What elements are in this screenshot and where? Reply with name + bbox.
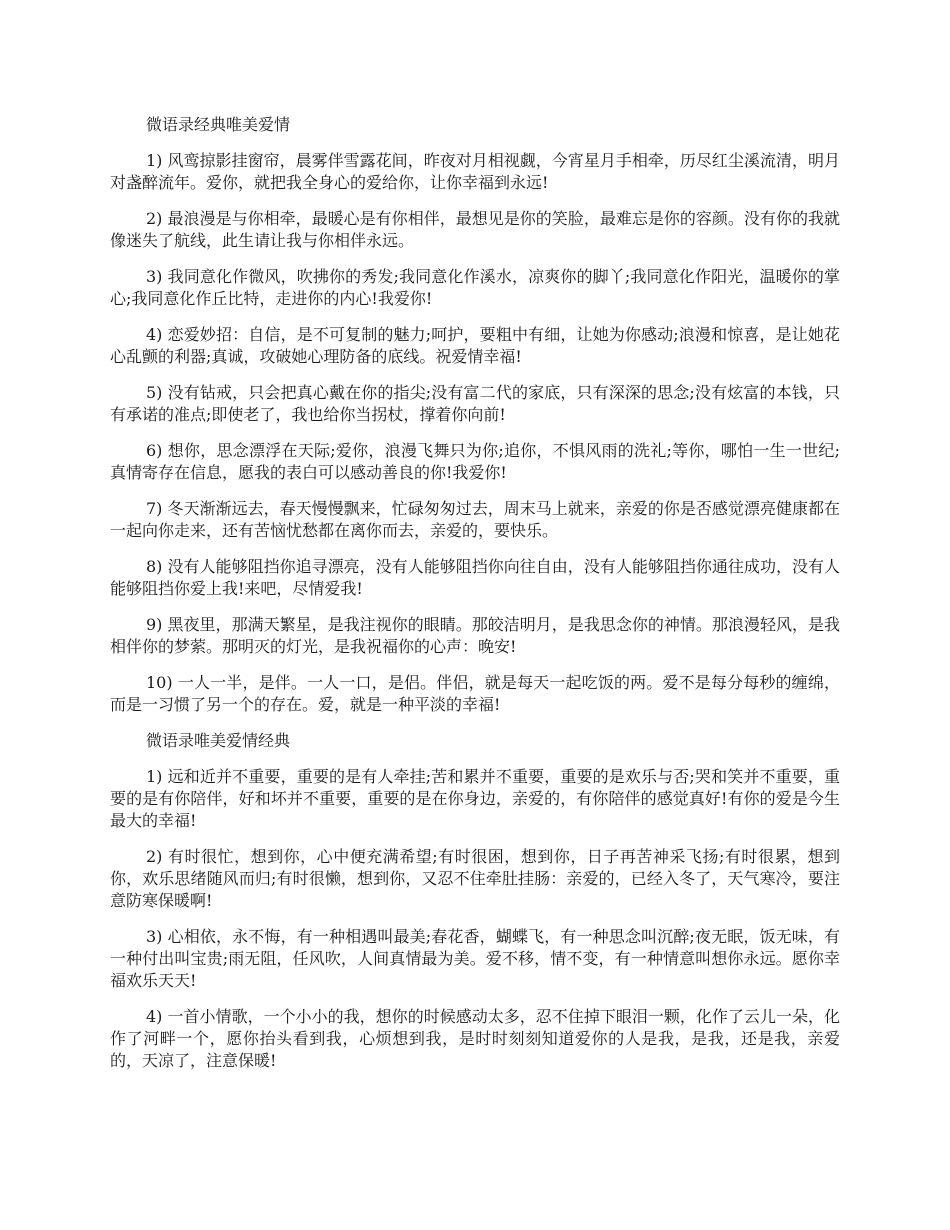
paragraph: 4) 恋爱妙招：自信，是不可复制的魅力;呵护，要粗中有细，让她为你感动;浪漫和惊喜，是让她花心乱颤的利器;真诚，攻破她心理防备的底线。祝爱情幸福! (110, 325, 840, 366)
paragraph: 1) 远和近并不重要，重要的是有人牵挂;苦和累并不重要，重要的是欢乐与否;哭和笑并不重要，重要的是有你陪伴，好和坏并不重要，重要的是在你身边，亲爱的，有你陪伴的感觉真好!有你的爱是今生最大的幸福! (110, 767, 840, 830)
paragraph: 1) 风鸾掠影挂窗帘，晨雾伴雪露花间，昨夜对月相视觑，今宵星月手相牵，历尽红尘溪流清，明月对盏醉流年。爱你，就把我全身心的爱给你，让你幸福到永远! (110, 151, 840, 192)
paragraph: 10) 一人一半，是伴。一人一口，是侣。伴侣，就是每天一起吃饭的两。爱不是每分每秒的缠绵，而是一习惯了另一个的存在。爱，就是一种平淡的幸福! (110, 673, 840, 714)
paragraph: 3) 我同意化作微风，吹拂你的秀发;我同意化作溪水，凉爽你的脚丫;我同意化作阳光，温暖你的掌心;我同意化作丘比特，走进你的内心!我爱你! (110, 267, 840, 308)
paragraph: 4) 一首小情歌，一个小小的我，想你的时候感动太多，忍不住掉下眼泪一颗，化作了云儿一朵，化作了河畔一个，愿你抬头看到我，心烦想到我，是时时刻刻知道爱你的人是我，是我，还是我，亲爱的，天凉了，注意保暖! (110, 1007, 840, 1070)
paragraph: 5) 没有钻戒，只会把真心戴在你的指尖;没有富二代的家底，只有深深的思念;没有炫富的本钱，只有承诺的准点;即使老了，我也给你当拐杖，撑着你向前! (110, 383, 840, 424)
section-title-2: 微语录唯美爱情经典 (146, 731, 291, 750)
paragraph: 9) 黑夜里，那满天繁星，是我注视你的眼睛。那皎洁明月，是我思念你的神情。那浪漫轻风，是我相伴你的梦萦。那明灭的灯光，是我祝福你的心声：晚安! (110, 615, 840, 656)
paragraph: 6) 想你，思念漂浮在天际;爱你，浪漫飞舞只为你;追你，不惧风雨的洗礼;等你，哪怕一生一世纪;真情寄存在信息，愿我的表白可以感动善良的你!我爱你! (110, 441, 840, 482)
paragraph: 2) 有时很忙，想到你，心中便充满希望;有时很困，想到你，日子再苦神采飞扬;有时很累，想到你，欢乐思绪随风而归;有时很懒，想到你，又忍不住牵肚挂肠：亲爱的，已经入冬了，天气寒冷，要注意防寒保暖啊! (110, 847, 840, 910)
paragraph: 3) 心相依，永不悔，有一种相遇叫最美;春花香，蝴蝶飞，有一种思念叫沉醉;夜无眠，饭无味，有一种付出叫宝贵;雨无阻，任风吹，人间真情最为美。爱不移，情不变，有一种情意叫想你永远。愿你幸福欢乐天天! (110, 927, 840, 990)
section-title-1: 微语录经典唯美爱情 (146, 115, 291, 134)
paragraph: 2) 最浪漫是与你相牵，最暖心是有你相伴，最想见是你的笑脸，最难忘是你的容颜。没有你的我就像迷失了航线，此生请让我与你相伴永远。 (110, 209, 840, 250)
document-page (110, 114, 840, 1086)
paragraph: 8) 没有人能够阻挡你追寻漂亮，没有人能够阻挡你向往自由，没有人能够阻挡你通往成功，没有人能够阻挡你爱上我!来吧，尽情爱我! (110, 557, 840, 598)
paragraph: 7) 冬天渐渐远去，春天慢慢飘来，忙碌匆匆过去，周末马上就来，亲爱的你是否感觉漂亮健康都在一起向你走来，还有苦恼忧愁都在离你而去，亲爱的，要快乐。 (110, 499, 840, 540)
